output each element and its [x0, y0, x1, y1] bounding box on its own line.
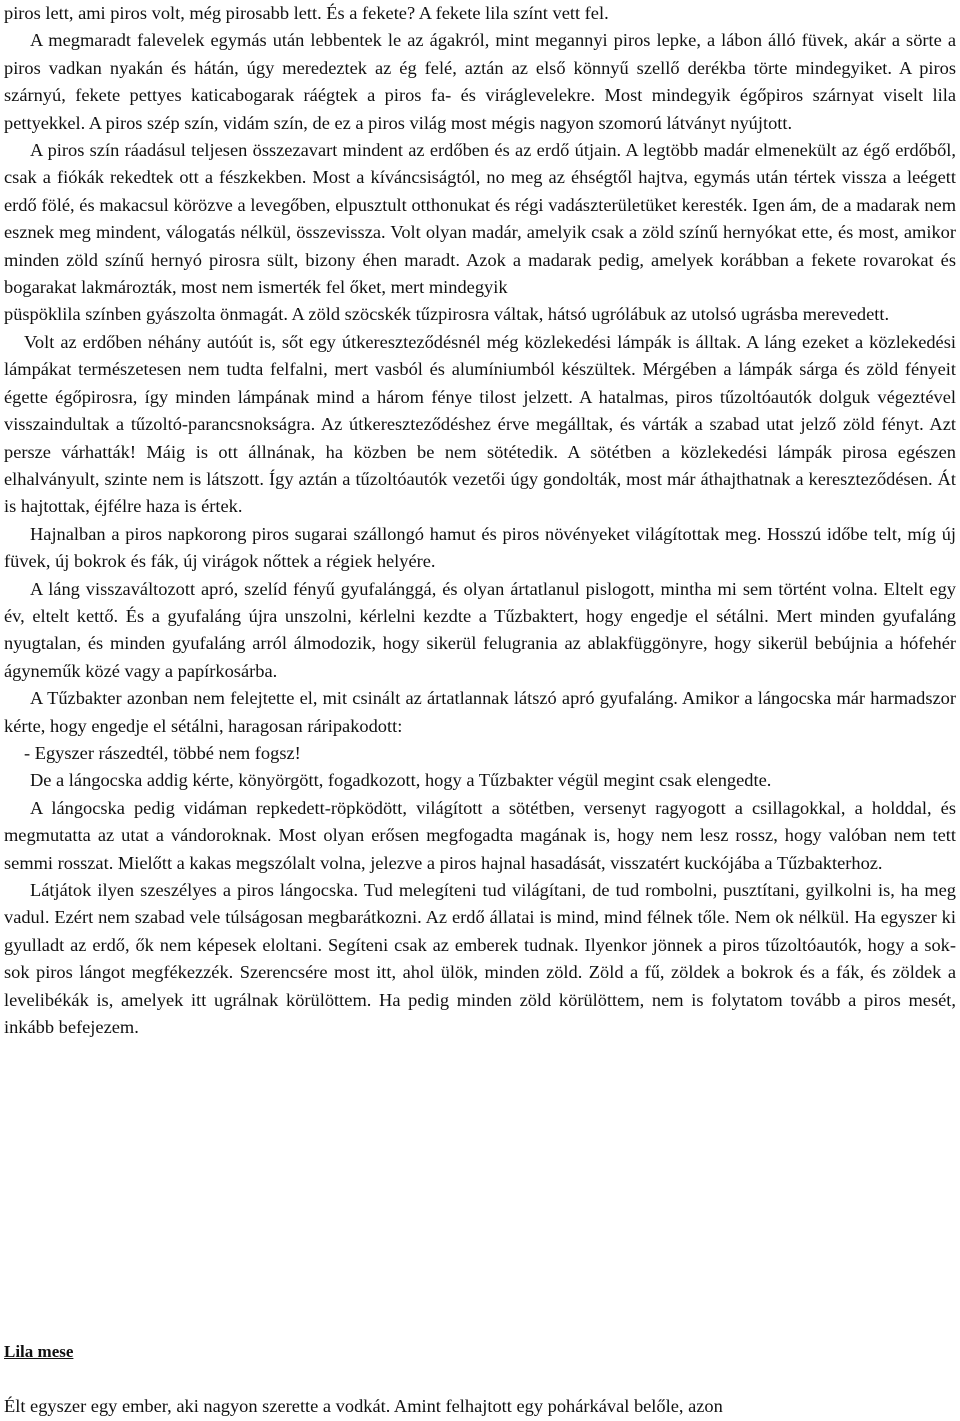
section-heading: Lila mese: [4, 1342, 74, 1361]
paragraph: A megmaradt falevelek egymás után lebbentek le az ágakról, mint megannyi piros lepke, a lábon álló füvek, akár a sörte a piros vadkan nyakán és hátán, úgy meredeztek az ég felé, aztán az első könnyű szellő derékba törte mindegyiket. A piros szárnyú, fekete pettyes katicabogarak ráégtek a piros fa- és viráglevelekre. Most mindegyik égőpiros szárnyat viselt lila pettyekkel. A piros szép szín, vidám szín, de ez a piros világ most mégis nagyon szomorú látványt nyújtott.: [4, 30, 956, 133]
paragraph: püspöklila színben gyászolta önmagát. A zöld szöcskék tűzpirosra váltak, hátsó ugrólábuk az utolsó ugrásba merevedett.: [4, 304, 890, 325]
paragraph: De a lángocska addig kérte, könyörgött, fogadkozott, hogy a Tűzbakter végül megint csak elengedte.: [30, 770, 772, 791]
paragraph: Látjátok ilyen szeszélyes a piros lángocska. Tud melegíteni tud világítani, de tud rombolni, pusztítani, gyilkolni is, ha meg vadul. Ezért nem szabad vele túlságosan megbarátkozni. Az erdő állatai is mind, mind félnek tőle. Nem ok nélkül. Ha egyszer ki gyulladt az erdő, ők nem képesek eloltani. Segíteni csak az emberek tudnak. Ilyenkor jönnek a piros tűzoltóautók, hogy a sok-sok piros lángot megfékezzék. Szerencsére most itt, ahol ülök, minden zöld. Zöld a fű, zöldek a bokrok és a fák, és zöldek a levelibékák is, amelyek itt ugrálnak körülöttem. Ha pedig minden zöld körülöttem, nem is folytatom tovább a piros mesét, inkább befejezem.: [4, 880, 956, 1038]
dialog-line: - Egyszer rászedtél, többé nem fogsz!: [24, 742, 301, 763]
paragraph: Hajnalban a piros napkorong piros sugarai szállongó hamut és piros növényeket világítottak meg. Hosszú időbe telt, míg új füvek, új bokrok és fák, új virágok nőttek a régiek helyére.: [4, 523, 956, 572]
paragraph: piros lett, ami piros volt, még pirosabb lett. És a fekete? A fekete lila színt vett fel.: [4, 3, 609, 23]
document-body: [4, 0, 956, 1041]
paragraph: A lángocska pedig vidáman repkedett-röpködött, világított a sötétben, versenyt ragyogott a csillagokkal, a holddal, és megmutatta az utat a vándoroknak. Most olyan erősen megfogadta magának is, hogy nem lesz rossz, hogy valóban nem tett semmi rosszat. Mielőtt a kakas megszólalt volna, jelezve a piros hajnal hasadását, visszatért kuckójába a Tűzbakterhoz.: [4, 797, 956, 873]
paragraph: A piros szín ráadásul teljesen összezavart mindent az erdőben és az erdő útjain. A legtöbb madár elmenekült az égő erdőből, csak a fiókák rekedtek ott a fészkekben. Most a kíváncsiságtól, no meg az éhségtől hajtva, egymás után tértek vissza a leégett erdő fölé, és makacsul körözve a levegőben, elpusztult otthonukat és régi vadászterületüket keresték. Igen ám, de a madarak nem esznek meg mindent, válogatás nélkül, összevissza. Volt olyan madár, amelyik csak a zöld színű hernyókat ette, és most, amikor minden zöld színű hernyó pirosra sült, bizony éhen maradt. Azok a madarak pedig, amelyek korábban a fekete rovarokat és bogarakat lakmározták, most nem ismerték fel őket, mert mindegyik: [4, 140, 956, 298]
paragraph: Volt az erdőben néhány autóút is, sőt egy útkereszteződésnél még közlekedési lámpák is álltak. A láng ezeket a közlekedési lámpákat természetesen nem tudta felfalni, mert vasból és alumíniumból készültek. Mérgében a lámpák sárga és zöld fényeit égette égőpirosra, így minden lámpának mind a három fénye tilost jelzett. A hatalmas, piros tűzoltóautók dolguk végeztével visszaindultak a tűzoltó-parancsnokságra. Az útkereszteződéshez érve megálltak, és várták a szabad utat jelző zöld fényt. Azt persze várhatták! Máig is ott állnának, ha közben be nem sötétedik. A sötétben a közlekedési lámpák pirosa egészen elhalványult, szinte nem is látszott. Így aztán a tűzoltóautók vezetői úgy gondolták, most már áthajthatnak a kereszteződésen. Át is hajtottak, éjfélre haza is értek.: [4, 331, 956, 517]
paragraph: Élt egyszer egy ember, aki nagyon szerette a vodkát. Amint felhajtott egy pohárkával belőle, azon: [4, 1396, 723, 1416]
paragraph: A Tűzbakter azonban nem felejtette el, mit csinált az ártatlannak látszó apró gyufaláng. Amikor a lángocska már harmadszor kérte, hogy engedje el sétálni, haragosan ráripakodott:: [4, 688, 956, 736]
paragraph: A láng visszaváltozott apró, szelíd fényű gyufalánggá, és olyan ártatlanul pislogott, mintha mi sem történt volna. Eltelt egy év, eltelt kettő. És a gyufaláng újra unszolni, kérlelni kezdte a Tűzbaktert, hogy engedje el sétálni. Mert minden gyufaláng nyugtalan, és minden gyufaláng arról álmodozik, hogy sikerül felugrania az ablakfüggönyre, hogy sikerül bebújnia a hófehér ágyneműk közé vagy a papírkosárba.: [4, 578, 956, 681]
